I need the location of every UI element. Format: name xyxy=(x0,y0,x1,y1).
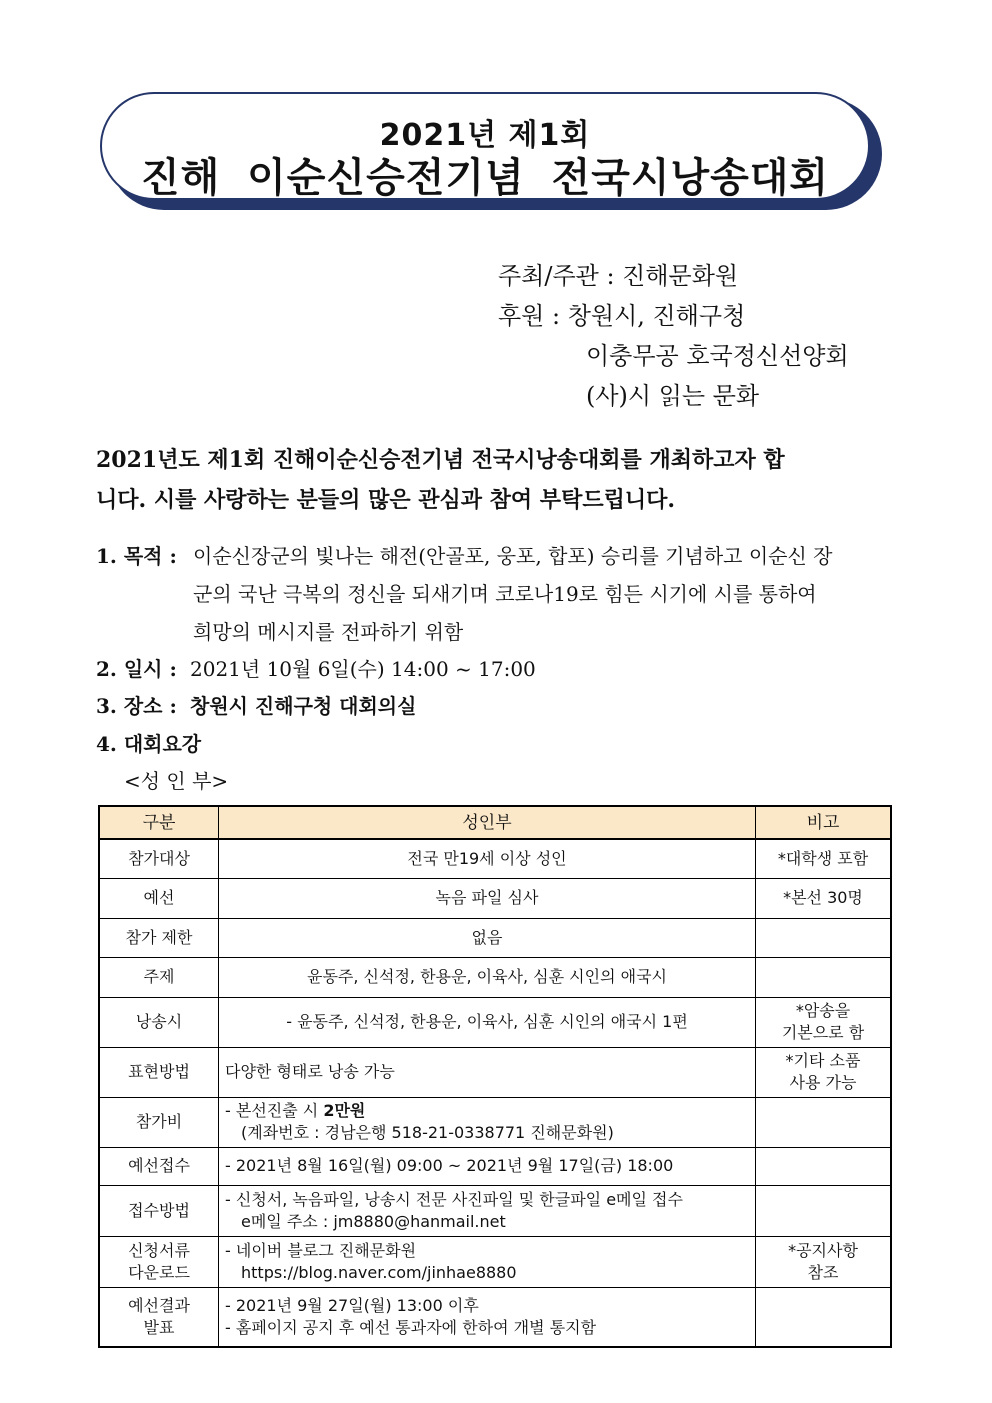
row-note xyxy=(756,957,892,997)
row-content-line xyxy=(225,1100,749,1122)
sponsor-line-3: (사)시 읽는 문화 xyxy=(586,382,760,410)
row-label: 표현방법 xyxy=(99,1047,219,1097)
table-row xyxy=(99,1287,891,1347)
host-organizer: 주최/주관 : 진해문화원 xyxy=(498,262,739,290)
place-item xyxy=(96,690,177,719)
row-note xyxy=(756,1236,892,1287)
fee-amount: 2만원 xyxy=(323,1101,366,1120)
row-note-line: 기본으로 함 xyxy=(781,1023,865,1042)
sponsor-line-2: 이충무공 호국정신선양회 xyxy=(586,342,849,370)
row-content: - 2021년 8월 16일(월) 09:00 ~ 2021년 9월 17일(금) 18:00 xyxy=(219,1147,756,1185)
purpose-item xyxy=(96,540,177,569)
place-label: 3. 장소 : xyxy=(96,694,177,718)
table-row xyxy=(99,957,891,997)
date-value: 2021년 10월 6일(수) 14:00 ~ 17:00 xyxy=(190,657,536,681)
table-row xyxy=(99,1236,891,1287)
intro-line-1: 2021년도 제1회 진해이순신승전기념 전국시낭송대회를 개최하고자 합 xyxy=(96,447,785,473)
row-note-line: *공지사항 xyxy=(788,1240,858,1260)
row-label: 참가대상 xyxy=(99,839,219,878)
page-title: 진해 이순신승전기념 전국시낭송대회 xyxy=(140,155,830,201)
row-label: 예선 xyxy=(99,878,219,918)
row-label: 낭송시 xyxy=(99,997,219,1047)
blog-url: https://blog.naver.com/jinhae8880 xyxy=(241,1262,517,1282)
row-note xyxy=(756,1097,892,1147)
sponsor-line: 후원 : 창원시, 진해구청 xyxy=(498,302,746,330)
header-adult: 성인부 xyxy=(219,806,756,839)
row-content-line: - 2021년 9월 27일(월) 13:00 이후 xyxy=(225,1295,479,1315)
fee-prefix: - 본선진출 시 xyxy=(225,1101,324,1120)
header-note: 비고 xyxy=(756,806,892,839)
table-row xyxy=(99,878,891,918)
date-label: 2. 일시 : xyxy=(96,657,177,681)
row-label: 주제 xyxy=(99,957,219,997)
row-note xyxy=(756,1147,892,1185)
row-content-line: - 네이버 블로그 진해문화원 xyxy=(225,1240,417,1260)
row-label-line: 다운로드 xyxy=(128,1262,190,1282)
purpose-text-1: 이순신장군의 빛나는 해전(안골포, 웅포, 합포) 승리를 기념하고 이순신 장 xyxy=(193,544,833,568)
row-content: 윤동주, 신석정, 한용운, 이육사, 심훈 시인의 애국시 xyxy=(219,957,756,997)
row-note xyxy=(756,1287,892,1347)
row-content-line: - 신청서, 녹음파일, 낭송시 전문 사진파일 및 한글파일 e메일 접수 xyxy=(225,1189,683,1209)
row-label-line: 신청서류 xyxy=(128,1240,190,1260)
row-label: 참가 제한 xyxy=(99,918,219,957)
row-content: - 윤동주, 신석정, 한용운, 이육사, 심훈 시인의 애국시 1편 xyxy=(219,997,756,1047)
division-heading: <성 인 부> xyxy=(124,769,229,793)
row-label: 예선접수 xyxy=(99,1147,219,1185)
row-note-line: *기타 소품 xyxy=(785,1051,861,1070)
place-value: 창원시 진해구청 대회의실 xyxy=(190,694,417,718)
purpose-text-3: 희망의 메시지를 전파하기 위함 xyxy=(193,620,464,644)
table-row xyxy=(99,997,891,1047)
row-content xyxy=(219,1287,756,1347)
table-row xyxy=(99,1147,891,1185)
table-row xyxy=(99,1047,891,1097)
row-note xyxy=(756,997,892,1047)
row-content xyxy=(219,1236,756,1287)
row-note xyxy=(756,1185,892,1236)
row-note: *대학생 포함 xyxy=(756,839,892,878)
intro-line-2: 니다. 시를 사랑하는 분들의 많은 관심과 참여 부탁드립니다. xyxy=(96,487,675,513)
row-content xyxy=(219,1185,756,1236)
row-note xyxy=(756,918,892,957)
row-content-line: (계좌번호 : 경남은행 518-21-0338771 진해문화원) xyxy=(241,1123,614,1142)
table-row xyxy=(99,918,891,957)
date-item xyxy=(96,653,177,682)
row-label xyxy=(99,1287,219,1347)
row-label xyxy=(99,1236,219,1287)
table-row xyxy=(99,1097,891,1147)
row-label: 접수방법 xyxy=(99,1185,219,1236)
row-note: *본선 30명 xyxy=(756,878,892,918)
table-row xyxy=(99,839,891,878)
title-banner-frame xyxy=(100,92,870,200)
title-year: 2021년 제1회 xyxy=(379,118,591,153)
overview-heading: 4. 대회요강 xyxy=(96,732,202,756)
row-content: 없음 xyxy=(219,918,756,957)
row-label-line: 예선결과 xyxy=(128,1295,190,1315)
row-note-line: 참조 xyxy=(807,1262,839,1282)
requirements-table xyxy=(98,805,892,1348)
row-content: 전국 만19세 이상 성인 xyxy=(219,839,756,878)
row-content-line: e메일 주소 : jm8880@hanmail.net xyxy=(241,1211,506,1231)
purpose-label: 1. 목적 : xyxy=(96,544,177,568)
title-banner xyxy=(100,92,880,210)
row-label: 참가비 xyxy=(99,1097,219,1147)
row-label-line: 발표 xyxy=(143,1317,175,1337)
purpose-text-2: 군의 국난 극복의 정신을 되새기며 코로나19로 힘든 시기에 시를 통하여 xyxy=(193,582,817,606)
table-header-row xyxy=(99,806,891,839)
row-content: 다양한 형태로 낭송 가능 xyxy=(219,1047,756,1097)
row-content xyxy=(219,1097,756,1147)
row-content-line: - 홈페이지 공지 후 예선 통과자에 한하여 개별 통지함 xyxy=(225,1317,597,1337)
row-note-line: *암송을 xyxy=(795,1001,851,1020)
row-content: 녹음 파일 심사 xyxy=(219,878,756,918)
table-row xyxy=(99,1185,891,1236)
row-note-line: 사용 가능 xyxy=(789,1073,857,1092)
row-note xyxy=(756,1047,892,1097)
header-category: 구분 xyxy=(99,806,219,839)
